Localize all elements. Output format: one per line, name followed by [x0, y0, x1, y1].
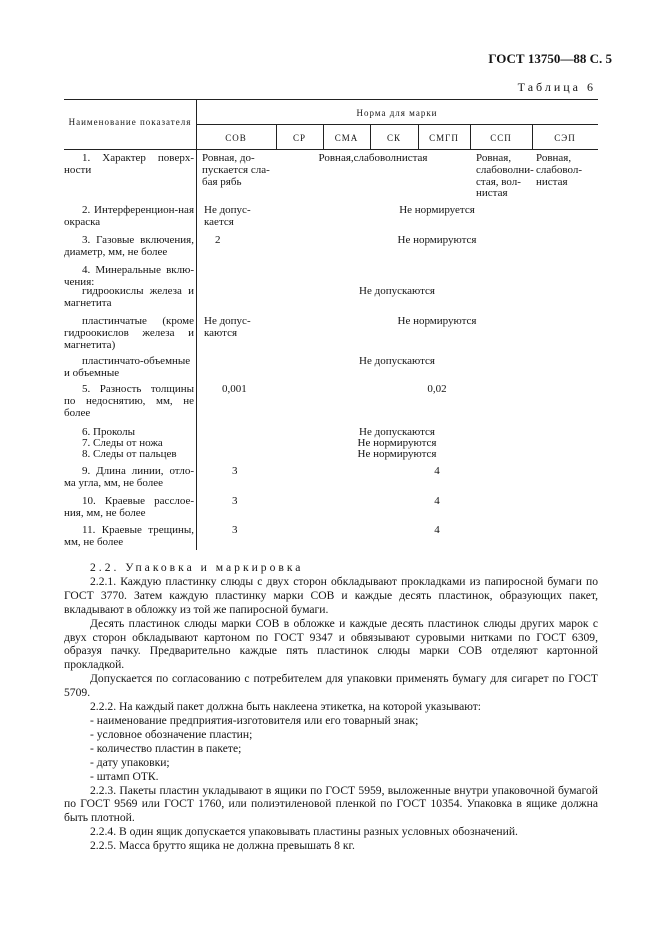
row-4-name: 4. Минеральные вклю-чения: [64, 264, 194, 288]
table-col-divider [196, 99, 197, 550]
page-header: ГОСТ 13750—88 С. 5 [488, 51, 612, 66]
row-2-name: 2. Интерференцион-ная окраска [64, 204, 194, 228]
list-item: - дату упаковки; [90, 755, 170, 769]
row-13-cob: 3 [232, 495, 238, 507]
row-1-mid: Ровная,слабоволнистая [318, 152, 428, 164]
row-12-name: 9. Длина линии, отло-ма угла, мм, не более [64, 465, 194, 489]
row-10-name: 7. Следы от ножа [82, 437, 163, 449]
row-14-cob: 3 [232, 524, 238, 536]
row-11-name: 8. Следы от пальцев [82, 448, 177, 460]
col-norm-head: Норма для марки [356, 108, 438, 118]
grade-cob: СОВ [225, 133, 247, 143]
paragraph-2-2-5: 2.2.5. Масса брутто ящика не должна превышать 8 кг. [90, 839, 355, 853]
row-1-ssp: Ровная, слабоволни-стая, вол-нистая [476, 152, 534, 200]
paragraph-2-2-3: 2.2.3. Пакеты пластин укладывают в ящики по ГОСТ 5959, выложенные внутри упаковочной бумагой по ГОСТ 9569 или ГОСТ 1760, или полиэтиленовой пленкой по ГОСТ 10354. Упаковка в ящике должна быть плотной. [64, 783, 598, 825]
paragraph-2-2-1: 2.2.1. Каждую пластинку слюды с двух сторон обкладывают прокладками из папиросной бумаги по ГОСТ 3770. Затем каждую пластинку марки СОВ и каждые десять пластинок, образующих пакет, вкладывают в обложку из той же папиросной бумаги. [64, 574, 598, 616]
paragraph-2-2-2: 2.2.2. На каждый пакет должна быть наклеена этикетка, на которой указывают: [90, 700, 482, 714]
row-7-span: Не допускаются [359, 355, 435, 367]
row-13-span: 4 [434, 495, 440, 507]
row-2-cob: Не допус-кается [204, 204, 251, 228]
row-3-name: 3. Газовые включения, диаметр, мм, не более [64, 234, 194, 258]
row-7-name: пластинчато-объемные и объемные [64, 355, 191, 379]
row-9-name: 6. Проколы [82, 426, 135, 438]
table-header-rule-mid [196, 124, 598, 125]
row-6-name: пластинчатые (кроме гидроокислов железа и магнетита) [64, 315, 194, 351]
table-label: Таблица 6 [517, 80, 596, 94]
row-6-span: Не нормируются [397, 315, 477, 327]
grade-sma: СМА [334, 133, 359, 143]
list-item: - наименование предприятия-изготовителя или его товарный знак; [90, 713, 419, 727]
row-9-span: Не допускаются [359, 426, 435, 438]
row-10-span: Не нормируются [357, 437, 437, 449]
table-top-rule [64, 99, 598, 100]
row-3-cob: 2 [215, 234, 221, 246]
row-14-span: 4 [434, 524, 440, 536]
row-12-span: 4 [434, 465, 440, 477]
paragraph-cardboard: Десять пластинок слюды марки СОВ в обложке и каждые десять пластинок слюды других марок с двух сторон обкладывают картоном по ГОСТ 9347 и обвязывают суровыми нитками по ГОСТ 6309, образуя пачку. Предварительно каждые пять пластинок слюды марки СОВ отделяют картонной прокладкой. [64, 616, 598, 672]
row-2-span: Не нормируется [399, 204, 475, 216]
list-item: - количество пластин в пакете; [90, 741, 242, 755]
col-indicator-head: Наименование показателя [68, 117, 192, 127]
row-1-sep: Ровная, слабовол-нистая [536, 152, 582, 188]
list-item: - штамп ОТК. [90, 769, 159, 783]
table-header-rule-bottom [64, 149, 598, 150]
row-1-name: 1. Характер поверх-ности [64, 152, 194, 176]
list-item: - условное обозначение пластин; [90, 727, 253, 741]
row-1-cob: Ровная, до-пускается сла-бая рябь [202, 152, 270, 188]
grade-smgp: СМГП [429, 133, 459, 143]
section-2-2 [64, 561, 598, 853]
row-6-cob: Не допус-каются [204, 315, 251, 339]
section-title: 2.2. Упаковка и маркировка [90, 561, 304, 574]
grade-sk: СК [386, 133, 401, 143]
paragraph-cigarette-paper: Допускается по согласованию с потребителем для упаковки применять бумагу для сигарет по ГОСТ 5709. [64, 672, 598, 700]
grade-sep: СЭП [554, 133, 576, 143]
row-12-cob: 3 [232, 465, 238, 477]
paragraph-2-2-4: 2.2.4. В один ящик допускается упаковывать пластины разных условных обозначений. [90, 825, 518, 839]
row-8-cob: 0,001 [222, 383, 247, 395]
row-13-name: 10. Краевые расслое-ния, мм, не более [64, 495, 194, 519]
row-14-name: 11. Краевые трещины, мм, не более [64, 524, 194, 548]
row-5-name: гидроокислы железа и магнетита [64, 285, 194, 309]
row-3-span: Не нормируются [397, 234, 477, 246]
grade-sr: СР [292, 133, 306, 143]
grade-ssp: ССП [490, 133, 512, 143]
row-8-name: 5. Разность толщины по недоснятию, мм, не более [64, 383, 194, 419]
row-5-span: Не допускаются [359, 285, 435, 297]
row-8-span: 0,02 [427, 383, 447, 395]
row-11-span: Не нормируются [357, 448, 437, 460]
